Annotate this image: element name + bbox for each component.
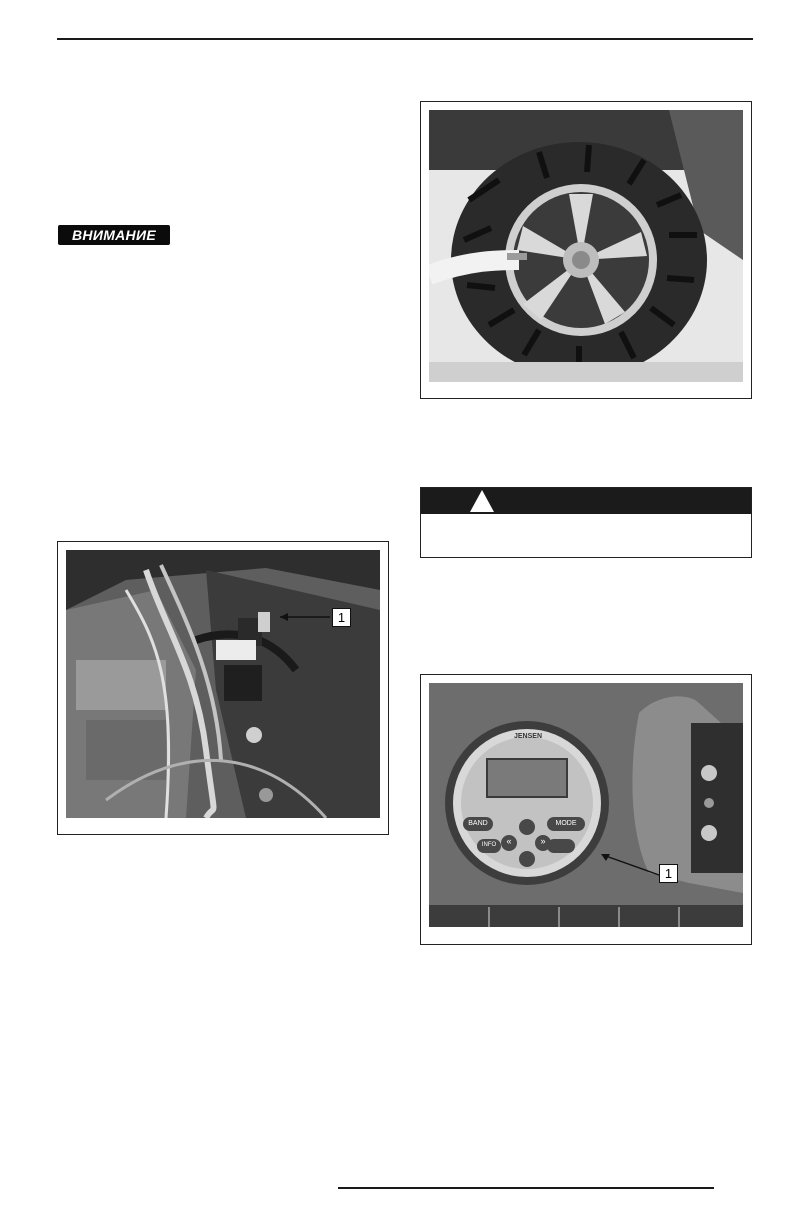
- callout-number: 1: [659, 864, 678, 883]
- radio-photo: [429, 683, 743, 927]
- radio-band-button: BAND: [468, 820, 488, 827]
- radio-brand: JENSEN: [513, 733, 542, 740]
- header-rule: [57, 38, 753, 40]
- wheel-photo: [429, 110, 743, 382]
- callout-leader: [601, 851, 661, 881]
- callout-leader: [280, 610, 330, 624]
- warning-triangle-icon: [469, 489, 495, 513]
- figure-radio: [420, 674, 752, 945]
- warning-box: [420, 487, 752, 558]
- figure-wiring: [57, 541, 389, 835]
- radio-info-button: INFO: [481, 842, 497, 848]
- radio-mode-button: MODE: [555, 820, 577, 827]
- radio-prev-button: «: [506, 836, 512, 846]
- wiring-photo: [66, 550, 380, 818]
- radio-next-button: »: [540, 836, 546, 846]
- warning-header-bar: [421, 488, 751, 514]
- figure-wheel: [420, 101, 752, 399]
- callout-number: 1: [332, 608, 351, 627]
- caution-badge: ВНИМАНИЕ: [58, 225, 170, 245]
- footer-rule: [338, 1187, 714, 1189]
